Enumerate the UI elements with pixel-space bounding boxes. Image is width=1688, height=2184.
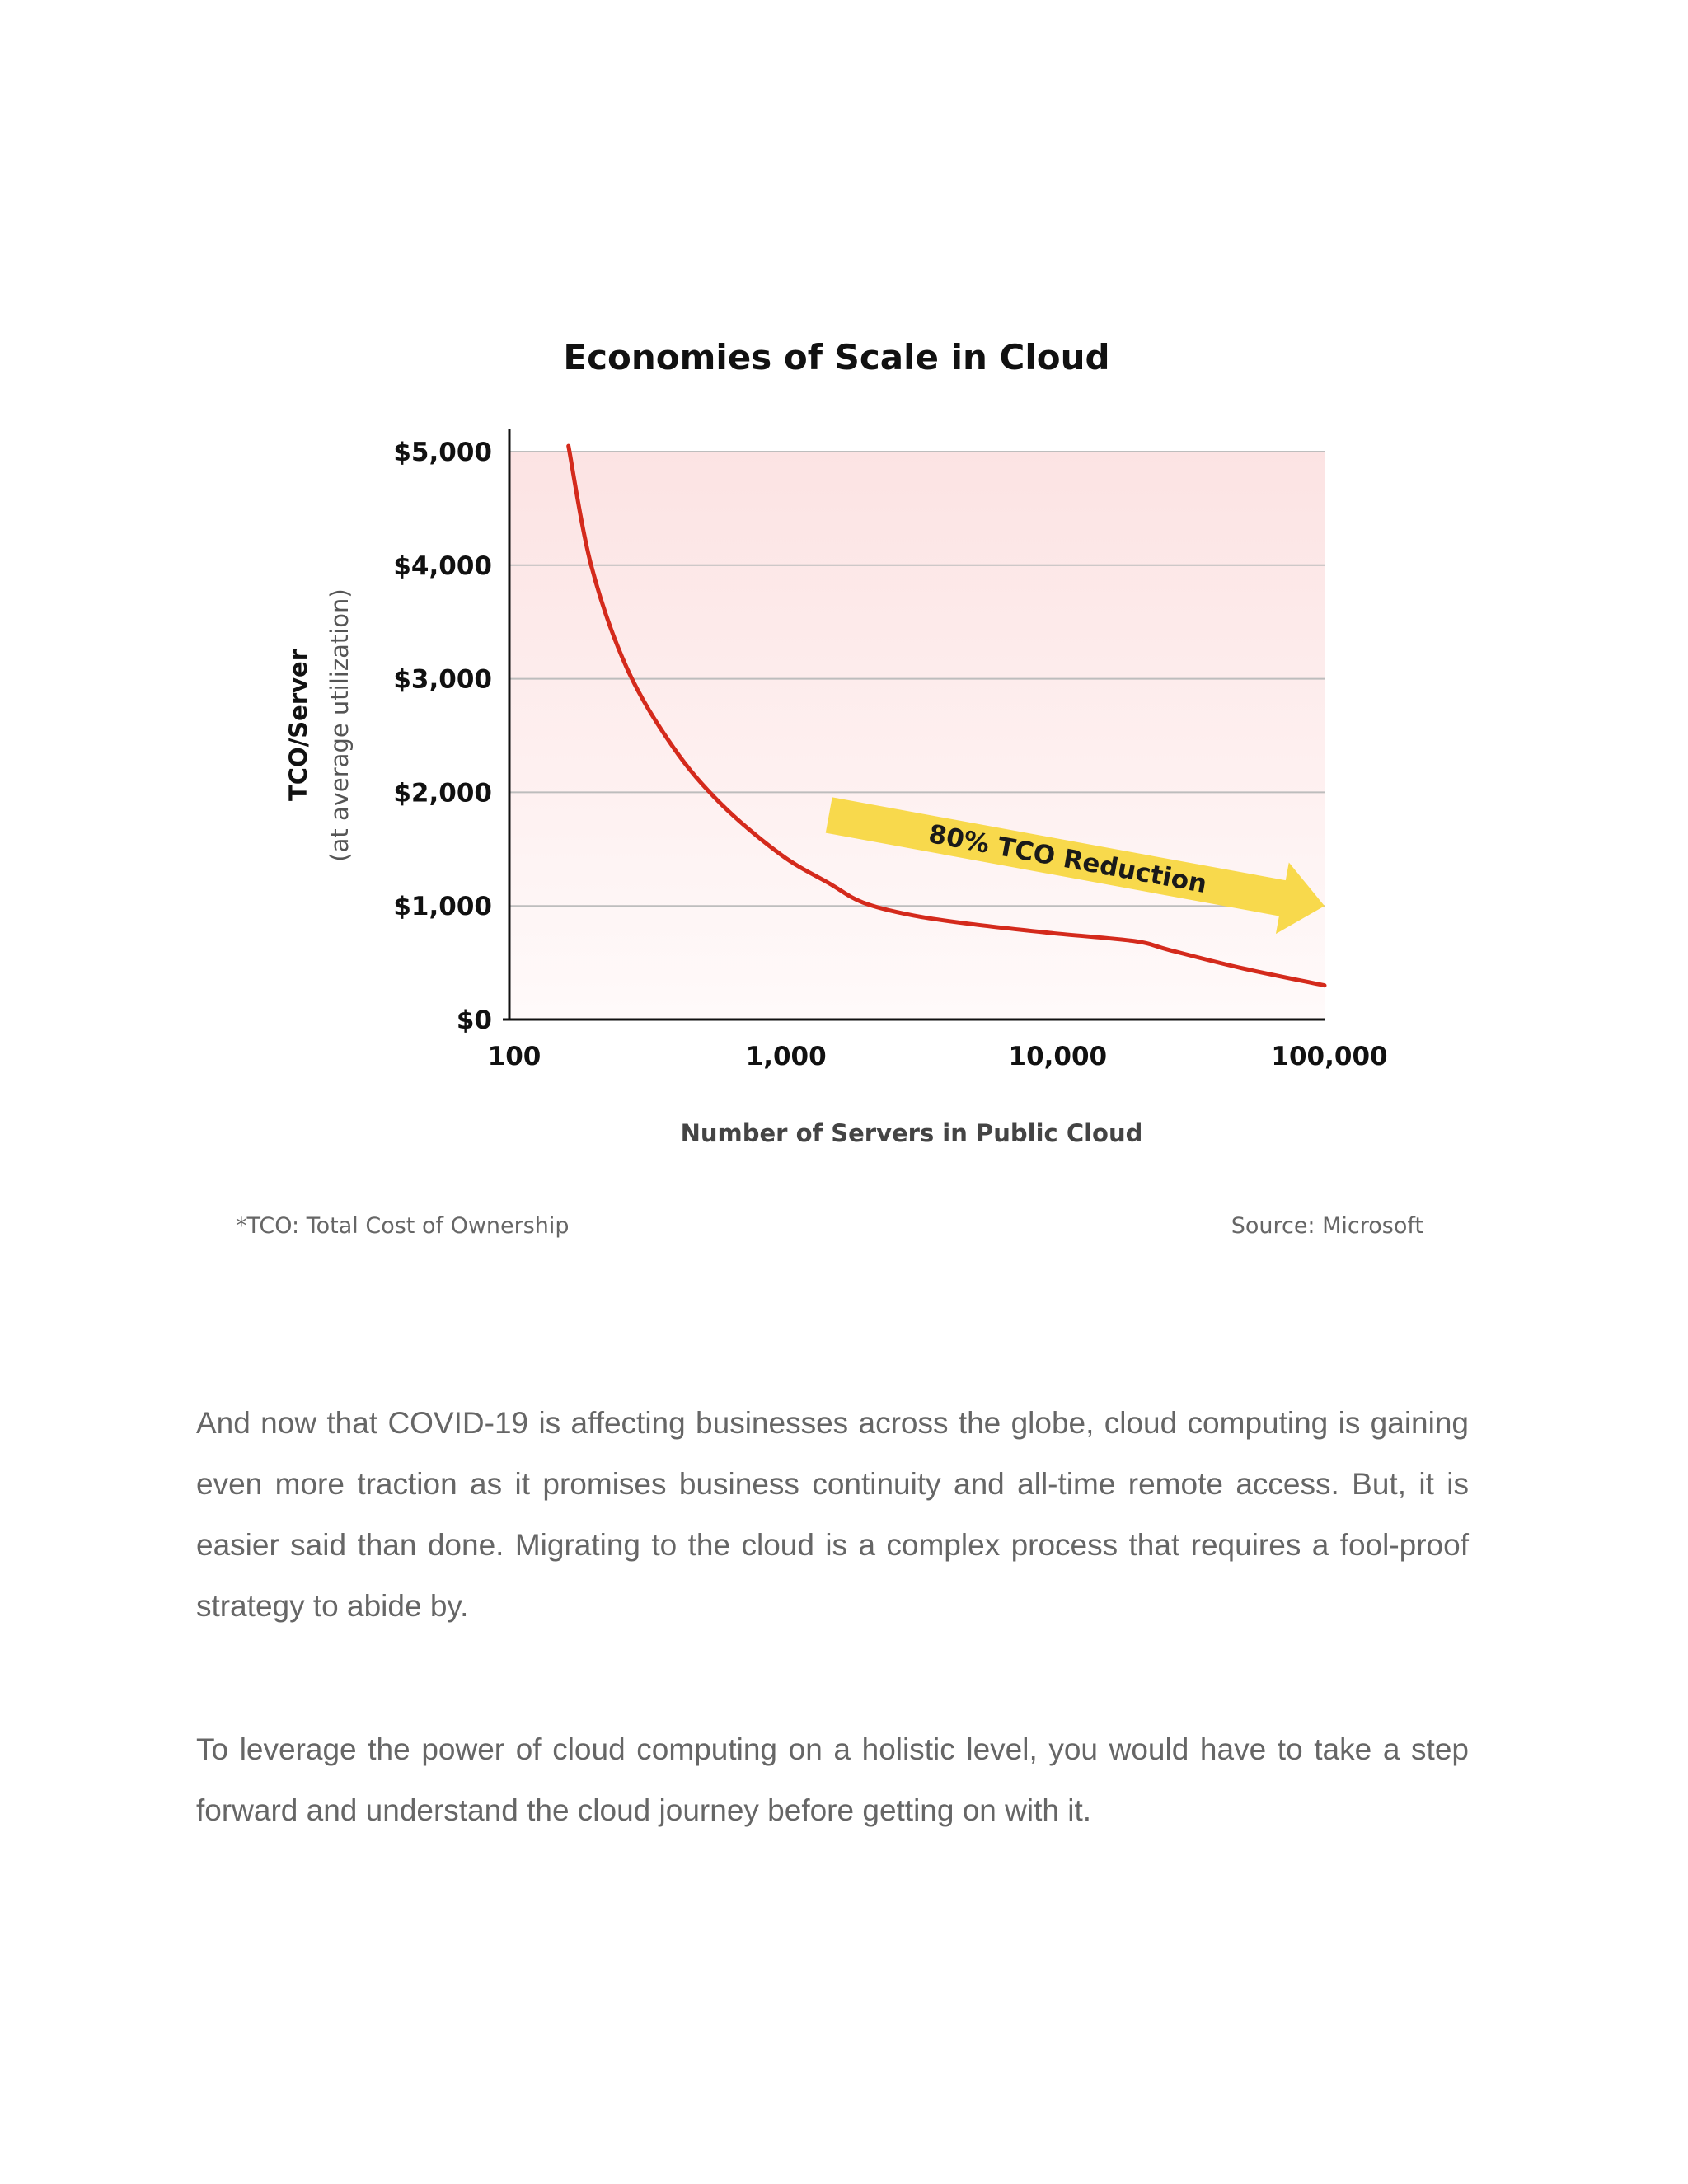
chart-source: Source: Microsoft — [1231, 1213, 1423, 1239]
y-tick-label: $1,000 — [393, 892, 492, 922]
x-axis-tick-labels — [488, 1042, 1388, 1071]
x-tick-label: 100 — [487, 1042, 542, 1071]
chart-title: Economies of Scale in Cloud — [563, 337, 1110, 377]
reduction-arrow-label: 80% TCO Reduction — [926, 819, 1210, 900]
x-tick-label: 10,000 — [1008, 1042, 1108, 1071]
x-tick-label: 1,000 — [745, 1042, 827, 1071]
y-tick-label: $0 — [456, 1005, 492, 1035]
x-axis-title: Number of Servers in Public Cloud — [680, 1119, 1143, 1147]
y-tick-label: $5,000 — [393, 438, 492, 467]
y-tick-label: $2,000 — [393, 778, 492, 808]
tco-reduction-shaded-area — [509, 452, 1325, 1019]
article-paragraph-1: And now that COVID-19 is affecting businesses across the globe, cloud computing is gaining even more traction as it promises business continuity and all-time remote access. But, it is easier said than done. Migrating to the cloud is a complex process that requires a fool-proof strategy to abide by. — [196, 1406, 1469, 1623]
x-tick-label: 100,000 — [1271, 1042, 1388, 1071]
y-tick-label: $4,000 — [393, 551, 492, 581]
article-body — [196, 1393, 1469, 1841]
y-axis-tick-labels — [393, 438, 492, 1035]
article-paragraph-2: To leverage the power of cloud computing on a holistic level, you would have to take a step forward and understand the cloud journey before getting on with it. — [196, 1732, 1469, 1827]
y-axis-title: TCO/Server — [284, 649, 312, 802]
y-tick-label: $3,000 — [393, 664, 492, 695]
chart-footnote: *TCO: Total Cost of Ownership — [236, 1213, 570, 1239]
y-axis-subtitle: (at average utilization) — [326, 588, 354, 862]
